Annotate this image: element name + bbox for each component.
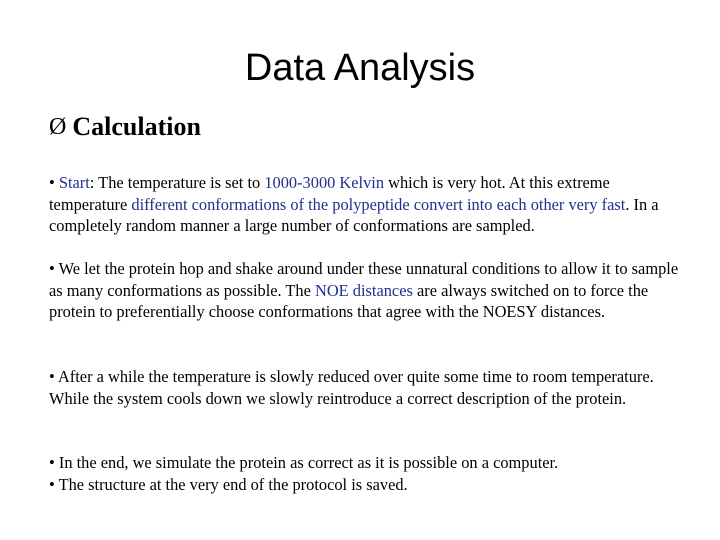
paragraph-text: In the end, we simulate the protein as correct as it is possible on a computer. bbox=[58, 453, 559, 472]
paragraph-cooling bbox=[49, 366, 681, 409]
conformations-highlight: different conformations of the polypeptide convert into each other very fast bbox=[131, 194, 626, 214]
paragraph-text: We let the protein hop and shake around under these unnatural conditions to allow it to sample as many conformations as possible. The bbox=[49, 259, 679, 300]
paragraph-text: are always switched on to force the protein to preferentially choose conformations that agree with the NOESY distances. bbox=[49, 280, 649, 322]
paragraph-text: which is very hot. At this extreme temperature bbox=[49, 173, 610, 214]
paragraph-text: : The temperature is set to bbox=[89, 173, 265, 192]
list-item bbox=[49, 452, 681, 474]
arrow-bullet-icon: Ø bbox=[49, 114, 67, 140]
bullet-icon: • bbox=[49, 367, 55, 386]
bullet-icon: • bbox=[49, 453, 55, 472]
paragraph-text: . In a completely random manner a large number of conformations are sampled. bbox=[49, 194, 659, 236]
paragraph-hop bbox=[49, 258, 681, 323]
start-keyword: Start bbox=[58, 173, 90, 192]
paragraph-text: After a while the temperature is slowly reduced over quite some time to room temperature. While the system cools down we slowly reintroduce a correct description of the protein. bbox=[49, 367, 654, 408]
bullet-icon: • bbox=[49, 173, 55, 192]
paragraph-text: The structure at the very end of the protocol is saved. bbox=[58, 474, 408, 494]
list-item bbox=[49, 474, 681, 496]
noe-distances-highlight: NOE distances bbox=[315, 280, 413, 300]
kelvin-range: 1000-3000 Kelvin bbox=[264, 173, 385, 192]
paragraph-end bbox=[49, 452, 681, 495]
bullet-icon: • bbox=[49, 474, 55, 494]
paragraph-start bbox=[49, 172, 681, 237]
bullet-icon: • bbox=[49, 259, 55, 278]
section-heading-label: Calculation bbox=[72, 112, 201, 141]
slide-title: Data Analysis bbox=[244, 47, 476, 89]
section-heading bbox=[49, 110, 201, 144]
